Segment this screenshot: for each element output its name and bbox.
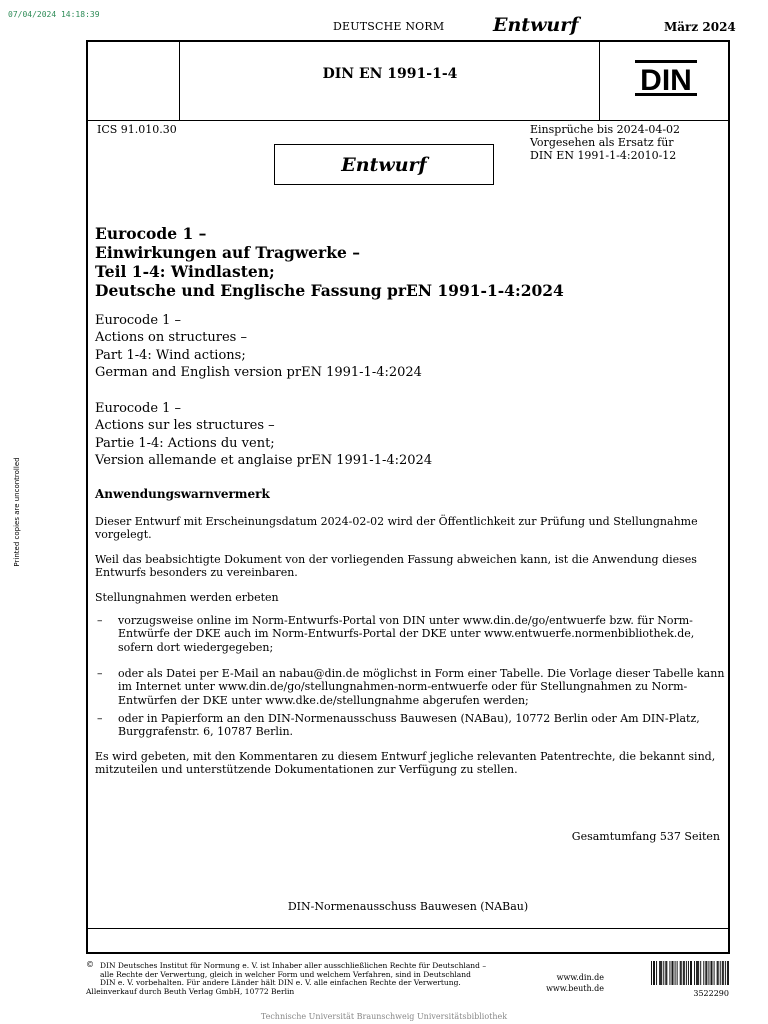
barcode-bar [656, 961, 657, 985]
title-de-line: Teil 1-4: Windlasten; [95, 262, 275, 281]
barcode-bar [653, 961, 654, 985]
barcode-bar [706, 961, 707, 985]
bullet-line: oder als Datei per E-Mail an nabau@din.de möglichst in Form einer Tabelle. Die Vorlage dieser Tabelle kann [118, 667, 725, 680]
paragraph-line: Dieser Entwurf mit Erscheinungsdatum 2024-02-02 wird der Öffentlichkeit zur Prüfung und Stellungnahme [95, 515, 698, 528]
barcode-bar [712, 961, 713, 985]
barcode [651, 961, 729, 985]
paragraph-line: Entwurfs besonders zu vereinbaren. [95, 566, 298, 580]
barcode-bar [708, 961, 709, 985]
copyright-notice [86, 962, 516, 996]
draft-box [274, 144, 494, 185]
comments-requested: Stellungnahmen werden erbeten [95, 591, 279, 604]
header-date: März 2024 [664, 20, 736, 34]
total-pages: Gesamtumfang 537 Seiten [571, 830, 720, 843]
barcode-bar [694, 961, 695, 985]
bullet-paper [97, 712, 725, 739]
barcode-bar [711, 961, 712, 985]
barcode-bar [663, 961, 664, 985]
replaced-document: DIN EN 1991-1-4:2010-12 [530, 149, 677, 162]
barcode-bar [720, 961, 721, 985]
barcode-bar [677, 961, 678, 985]
paragraph-line: vorgelegt. [95, 528, 152, 542]
barcode-bar [705, 961, 706, 985]
paragraph-line: mitzuteilen und unterstützende Dokumentationen zur Verfügung zu stellen. [95, 763, 518, 777]
barcode-bar [696, 961, 697, 985]
paragraph-line: Weil das beabsichtigte Dokument von der vorliegenden Fassung abweichen kann, ist die Anwendung dieses [95, 553, 697, 566]
footer-divider [86, 928, 730, 929]
copyright-line: DIN Deutsches Institut für Normung e. V. ist Inhaber aller ausschließlichen Rechte für Deutschland – [100, 961, 487, 970]
barcode-bar [722, 961, 723, 985]
title-german [95, 224, 564, 300]
title-en-line: Eurocode 1 – [95, 313, 182, 328]
copyright-icon: © [86, 960, 94, 969]
barcode-bar [665, 961, 666, 985]
title-en-line: Part 1-4: Wind actions; [95, 347, 246, 363]
title-de-line: Eurocode 1 – [95, 224, 207, 243]
replacement-note: Vorgesehen als Ersatz für [530, 136, 674, 149]
din-logo [635, 60, 697, 96]
title-fr-line: Partie 1-4: Actions du vent; [95, 435, 275, 451]
din-logo-text: DIN [640, 64, 692, 96]
barcode-bar [683, 961, 684, 985]
title-fr-line: Actions sur les structures – [95, 418, 275, 434]
title-fr-line: Version allemande et anglaise prEN 1991-1-4:2024 [95, 452, 433, 468]
title-french [95, 400, 432, 469]
bullet-line: sofern dort wiedergegeben; [118, 640, 274, 654]
bullet-line: vorzugsweise online im Norm-Entwurfs-Portal von DIN unter www.din.de/go/entwuerfe bzw. für Norm- [118, 614, 693, 627]
barcode-bar [660, 961, 661, 985]
copyright-line: DIN e. V. vorbehalten. Für andere Länder hält DIN e. V. alle einfachen Rechte der Verwertung. [100, 978, 461, 987]
copyright-line: Alleinverkauf durch Beuth Verlag GmbH, 10772 Berlin [86, 986, 295, 996]
barcode-bar [700, 961, 701, 985]
barcode-bar [672, 961, 673, 985]
title-de-line: Deutsche und Englische Fassung prEN 1991-1-4:2024 [95, 281, 564, 300]
warning-heading: Anwendungswarnvermerk [95, 487, 270, 501]
barcode-bar [669, 961, 670, 985]
paragraph-line: Es wird gebeten, mit den Kommentaren zu diesem Entwurf jegliche relevanten Patentrechte, die bekannt sind, [95, 750, 716, 763]
document-number: DIN EN 1991-1-4 [322, 66, 458, 82]
bullet-line: Entwürfe der DKE auch im Norm-Entwurfs-Portal der DKE unter www.entwuerfe.normenbibliothek.de, [118, 627, 695, 641]
bullet-line: Entwürfen der DKE unter www.dke.de/stellungnahme abgerufen werden; [118, 693, 529, 707]
header-entwurf: Entwurf [493, 14, 579, 36]
barcode-bar [680, 961, 681, 985]
barcode-bar [661, 961, 662, 985]
barcode-bar [651, 961, 652, 985]
bullet-line: im Internet unter www.din.de/go/stellungnahmen-norm-entwuerfe oder für Stellungnahmen zu Norm- [118, 680, 688, 694]
objection-deadline: Einsprüche bis 2024-04-02 [530, 123, 681, 136]
warning-paragraph-2 [95, 553, 725, 580]
title-de-line: Einwirkungen auf Tragwerke – [95, 243, 360, 262]
barcode-bar [718, 961, 719, 985]
bullet-dash: – [97, 667, 103, 680]
bullet-dash: – [97, 614, 103, 627]
barcode-bar [684, 961, 685, 985]
barcode-bar [686, 961, 687, 985]
draft-label: Entwurf [341, 153, 427, 176]
barcode-bar [714, 961, 715, 985]
barcode-bar [703, 961, 704, 985]
patent-paragraph [95, 750, 725, 777]
barcode-bar [717, 961, 718, 985]
bullet-line: oder in Papierform an den DIN-Normenausschuss Bauwesen (NABau), 10772 Berlin oder Am DIN-Platz, [118, 712, 700, 725]
din-url[interactable]: www.din.de [556, 973, 604, 982]
barcode-bar [728, 961, 729, 985]
bullet-dash: – [97, 712, 103, 725]
barcode-bar [697, 961, 698, 985]
title-en-line: Actions on structures – [95, 330, 247, 346]
barcode-bar [659, 961, 660, 985]
bullet-email [97, 667, 725, 707]
header-divider [86, 120, 730, 121]
uncontrolled-copy-note: Printed copies are uncontrolled [13, 457, 21, 567]
ics-code: ICS 91.010.30 [97, 123, 177, 136]
barcode-bar [654, 961, 655, 985]
copyright-line: alle Rechte der Verwertung, gleich in welcher Form und welchem Verfahren, sind in Deutschland [100, 969, 471, 979]
bullet-online [97, 614, 725, 654]
print-timestamp: 07/04/2024 14:18:39 [8, 10, 100, 19]
barcode-bar [675, 961, 676, 985]
barcode-bar [698, 961, 699, 985]
barcode-bar [673, 961, 674, 985]
barcode-number: 3522290 [693, 989, 729, 998]
barcode-bar [725, 961, 726, 985]
library-watermark: Technische Universität Braunschweig Universitätsbibliothek [260, 1012, 508, 1021]
footer-urls [520, 973, 604, 994]
barcode-bar [727, 961, 728, 985]
title-english [95, 312, 422, 381]
barcode-bar [723, 961, 724, 985]
title-fr-line: Eurocode 1 – [95, 401, 182, 416]
norm-label: DEUTSCHE NORM [333, 20, 445, 33]
title-en-line: German and English version prEN 1991-1-4:2024 [95, 364, 422, 380]
barcode-bar [681, 961, 682, 985]
beuth-url[interactable]: www.beuth.de [546, 983, 604, 993]
committee-name: DIN-Normenausschuss Bauwesen (NABau) [287, 900, 529, 913]
barcode-bar [666, 961, 667, 985]
barcode-bar [688, 961, 689, 985]
warning-paragraph-1 [95, 515, 725, 542]
bullet-line: Burggrafenstr. 6, 10787 Berlin. [118, 725, 294, 739]
barcode-bar [691, 961, 692, 985]
objection-info [530, 123, 680, 162]
barcode-bar [690, 961, 691, 985]
